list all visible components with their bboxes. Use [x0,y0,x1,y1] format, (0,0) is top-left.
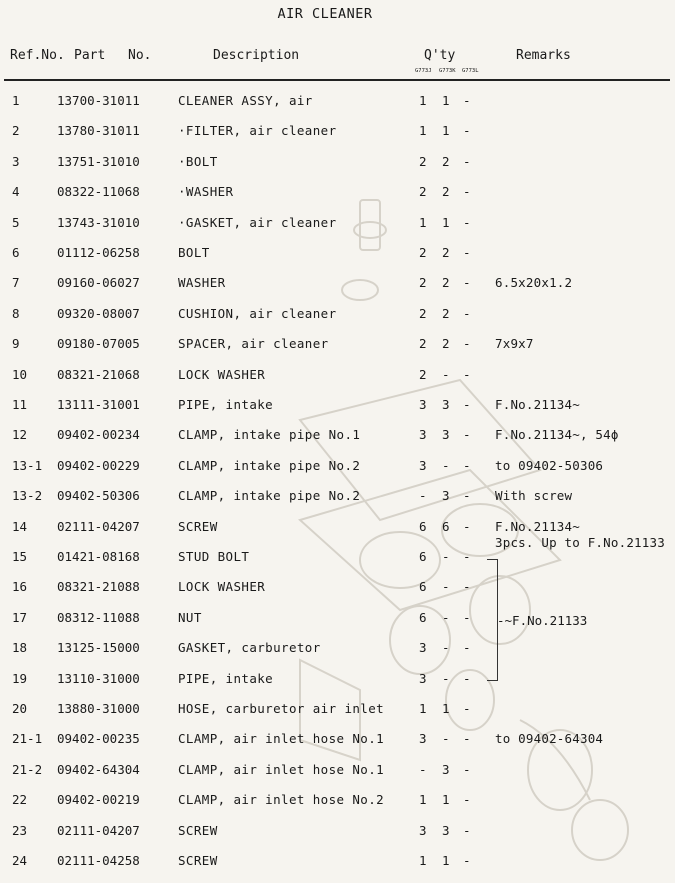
cell-qty-model-3: - [463,488,471,503]
table-row [0,397,675,417]
cell-part-number: 09402-00235 [57,731,140,746]
cell-ref-no: 13-1 [12,458,43,473]
cell-qty-model-3: - [463,458,471,473]
cell-qty-model-1: 2 [419,275,427,290]
cell-ref-no: 12 [12,427,28,442]
cell-qty-model-1: - [419,762,427,777]
cell-qty-model-2: 1 [442,123,450,138]
cell-qty-model-3: - [463,154,471,169]
cell-part-number: 08312-11088 [57,610,140,625]
cell-qty-model-3: - [463,701,471,716]
cell-ref-no: 11 [12,397,28,412]
cell-qty-model-2: 6 [442,519,450,534]
cell-ref-no: 10 [12,367,28,382]
cell-qty-model-2: 2 [442,336,450,351]
cell-qty-model-2: 1 [442,792,450,807]
header-description: Description [213,48,300,63]
cell-qty-model-2: - [442,367,450,382]
cell-qty-model-2: 1 [442,853,450,868]
cell-qty-model-2: 2 [442,245,450,260]
cell-qty-model-1: 6 [419,610,427,625]
cell-part-number: 13700-31011 [57,93,140,108]
header-qty: Q'ty [424,48,456,63]
cell-qty-model-3: - [463,519,471,534]
table-row [0,853,675,873]
cell-part-number: 08322-11068 [57,184,140,199]
cell-qty-model-3: - [463,245,471,260]
cell-description: CLAMP, intake pipe No.2 [178,458,361,473]
cell-qty-model-3: - [463,306,471,321]
cell-qty-model-3: - [463,93,471,108]
cell-ref-no: 16 [12,579,28,594]
table-row [0,215,675,235]
cell-remarks: F.No.21134~ [495,519,580,534]
table-row [0,640,675,660]
header-remarks: Remarks [516,48,571,63]
cell-remarks: F.No.21134~ [495,397,580,412]
cell-qty-model-1: 3 [419,427,427,442]
table-row [0,93,675,113]
cell-description: LOCK WASHER [178,367,266,382]
cell-qty-model-3: - [463,336,471,351]
cell-part-number: 01112-06258 [57,245,140,260]
cell-qty-model-2: 2 [442,154,450,169]
cell-ref-no: 24 [12,853,28,868]
cell-qty-model-3: - [463,123,471,138]
cell-ref-no: 2 [12,123,20,138]
cell-qty-model-1: 3 [419,458,427,473]
cell-part-number: 09402-00234 [57,427,140,442]
cell-qty-model-3: - [463,215,471,230]
cell-qty-model-1: 1 [419,792,427,807]
cell-qty-model-3: - [463,640,471,655]
cell-part-number: 13751-31010 [57,154,140,169]
cell-part-number: 13780-31011 [57,123,140,138]
cell-remarks: 7x9x7 [495,336,534,351]
cell-ref-no: 8 [12,306,20,321]
cell-part-number: 08321-21088 [57,579,140,594]
cell-part-number: 13111-31001 [57,397,140,412]
cell-ref-no: 4 [12,184,20,199]
table-row [0,245,675,265]
cell-ref-no: 19 [12,671,28,686]
cell-qty-model-1: 2 [419,154,427,169]
cell-ref-no: 21-2 [12,762,43,777]
cell-ref-no: 20 [12,701,28,716]
cell-part-number: 09180-07005 [57,336,140,351]
cell-qty-model-3: - [463,367,471,382]
cell-ref-no: 9 [12,336,20,351]
cell-qty-model-3: - [463,762,471,777]
cell-description: CLAMP, air inlet hose No.1 [178,762,385,777]
cell-description: SCREW [178,853,218,868]
table-row [0,579,675,599]
cell-qty-model-1: 3 [419,671,427,686]
cell-ref-no: 21-1 [12,731,43,746]
cell-qty-model-1: 2 [419,184,427,199]
cell-qty-model-2: 3 [442,823,450,838]
cell-qty-model-3: - [463,184,471,199]
remarks-extra-line: 3pcs. Up to F.No.21133 [495,535,665,550]
cell-part-number: 13880-31000 [57,701,140,716]
table-row [0,275,675,295]
cell-part-number: 09402-50306 [57,488,140,503]
table-row [0,549,675,569]
cell-remarks: 6.5x20x1.2 [495,275,573,290]
table-row [0,458,675,478]
header-qty-model-3: G773L [462,68,479,74]
cell-qty-model-1: 6 [419,549,427,564]
cell-qty-model-3: - [463,792,471,807]
table-row [0,184,675,204]
cell-qty-model-1: 6 [419,579,427,594]
cell-qty-model-3: - [463,610,471,625]
cell-part-number: 01421-08168 [57,549,140,564]
table-row [0,367,675,387]
table-row [0,336,675,356]
header-no: No. [128,48,152,63]
header-ref-no: Ref.No. [10,48,65,63]
cell-qty-model-2: 2 [442,184,450,199]
cell-ref-no: 22 [12,792,28,807]
cell-part-number: 02111-04207 [57,519,140,534]
cell-ref-no: 5 [12,215,20,230]
cell-qty-model-1: 6 [419,519,427,534]
cell-qty-model-2: 1 [442,701,450,716]
cell-ref-no: 7 [12,275,20,290]
cell-qty-model-1: 2 [419,367,427,382]
header-part: Part [74,48,106,63]
cell-part-number: 02111-04207 [57,823,140,838]
cell-qty-model-1: - [419,488,427,503]
cell-remarks: to 09402-50306 [495,458,604,473]
cell-remarks: to 09402-64304 [495,731,604,746]
header-qty-model-1: G773J [415,68,432,74]
cell-part-number: 09402-00219 [57,792,140,807]
cell-qty-model-2: - [442,458,450,473]
table-row [0,306,675,326]
cell-ref-no: 17 [12,610,28,625]
cell-description: LOCK WASHER [178,579,266,594]
cell-qty-model-1: 1 [419,93,427,108]
cell-qty-model-3: - [463,397,471,412]
table-row [0,762,675,782]
cell-qty-model-2: 1 [442,93,450,108]
cell-qty-model-1: 1 [419,701,427,716]
cell-qty-model-2: - [442,579,450,594]
table-row [0,701,675,721]
cell-qty-model-1: 1 [419,123,427,138]
table-row [0,488,675,508]
cell-description: SPACER, air cleaner [178,336,329,351]
cell-description: CLAMP, air inlet hose No.1 [178,731,385,746]
cell-description: ·GASKET, air cleaner [178,215,337,230]
cell-description: SCREW [178,823,218,838]
cell-ref-no: 13-2 [12,488,43,503]
cell-qty-model-2: 3 [442,397,450,412]
cell-description: CLEANER ASSY, air [178,93,313,108]
table-row [0,123,675,143]
header-divider [4,79,670,81]
cell-qty-model-1: 1 [419,853,427,868]
cell-description: STUD BOLT [178,549,250,564]
cell-qty-model-2: - [442,640,450,655]
cell-qty-model-3: - [463,853,471,868]
cell-description: NUT [178,610,202,625]
cell-qty-model-3: - [463,579,471,594]
cell-qty-model-1: 2 [419,245,427,260]
cell-part-number: 09160-06027 [57,275,140,290]
cell-ref-no: 15 [12,549,28,564]
cell-part-number: 13125-15000 [57,640,140,655]
cell-part-number: 13110-31000 [57,671,140,686]
cell-qty-model-2: 3 [442,488,450,503]
cell-description: SCREW [178,519,218,534]
cell-remarks: F.No.21134~, 54ϕ [495,427,619,442]
cell-qty-model-1: 3 [419,397,427,412]
cell-qty-model-2: - [442,671,450,686]
cell-ref-no: 14 [12,519,28,534]
cell-qty-model-2: 3 [442,427,450,442]
cell-qty-model-1: 3 [419,640,427,655]
cell-part-number: 02111-04258 [57,853,140,868]
cell-qty-model-2: - [442,549,450,564]
cell-qty-model-1: 2 [419,336,427,351]
cell-description: PIPE, intake [178,397,274,412]
cell-qty-model-2: - [442,731,450,746]
cell-description: GASKET, carburetor [178,640,321,655]
cell-qty-model-3: - [463,823,471,838]
cell-description: CUSHION, air cleaner [178,306,337,321]
table-row [0,154,675,174]
cell-qty-model-2: 1 [442,215,450,230]
cell-ref-no: 1 [12,93,20,108]
header-qty-model-2: G773K [439,68,456,74]
cell-description: CLAMP, intake pipe No.2 [178,488,361,503]
cell-ref-no: 23 [12,823,28,838]
cell-qty-model-1: 1 [419,215,427,230]
cell-qty-model-3: - [463,731,471,746]
cell-part-number: 09402-64304 [57,762,140,777]
cell-description: CLAMP, intake pipe No.1 [178,427,361,442]
cell-description: BOLT [178,245,210,260]
table-row [0,671,675,691]
cell-qty-model-3: - [463,549,471,564]
cell-ref-no: 3 [12,154,20,169]
cell-description: ·WASHER [178,184,234,199]
cell-ref-no: 6 [12,245,20,260]
table-row [0,731,675,751]
cell-qty-model-2: 2 [442,275,450,290]
cell-qty-model-3: - [463,671,471,686]
cell-part-number: 08321-21068 [57,367,140,382]
cell-qty-model-3: - [463,427,471,442]
cell-qty-model-2: 3 [442,762,450,777]
cell-description: HOSE, carburetor air inlet [178,701,385,716]
cell-qty-model-2: 2 [442,306,450,321]
cell-qty-model-1: 3 [419,731,427,746]
cell-part-number: 13743-31010 [57,215,140,230]
cell-description: ·BOLT [178,154,218,169]
cell-qty-model-3: - [463,275,471,290]
cell-part-number: 09402-00229 [57,458,140,473]
cell-ref-no: 18 [12,640,28,655]
cell-description: WASHER [178,275,226,290]
cell-qty-model-1: 2 [419,306,427,321]
cell-qty-model-1: 3 [419,823,427,838]
cell-description: ·FILTER, air cleaner [178,123,337,138]
bracket-note: -~F.No.21133 [497,613,588,628]
table-row [0,792,675,812]
cell-part-number: 09320-08007 [57,306,140,321]
table-row [0,823,675,843]
cell-remarks: With screw [495,488,573,503]
cell-description: CLAMP, air inlet hose No.2 [178,792,385,807]
cell-description: PIPE, intake [178,671,274,686]
table-row [0,427,675,447]
cell-qty-model-2: - [442,610,450,625]
page-title: AIR CLEANER [277,6,373,22]
